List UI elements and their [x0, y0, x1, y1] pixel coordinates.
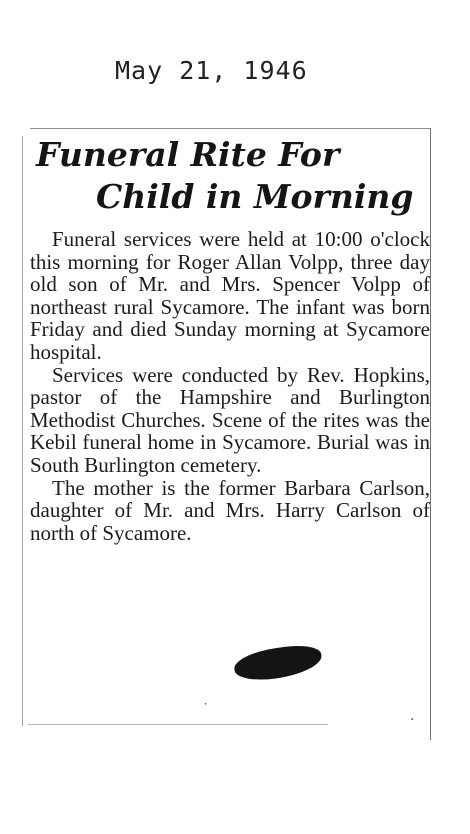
article-paragraph-1: Funeral services were held at 10:00 o'clock this morning for Roger Allan Volpp, three day old son of Mr. and Mrs. Spencer Volpp of northeast rural Sycamore. The infant was born Friday and died Sunday morning at Sycamore hospital.: [30, 227, 430, 364]
article-paragraph-2: Services were conducted by Rev. Hopkins, pastor of the Hampshire and Burlington Methodist Churches. Scene of the rites was the Kebil funeral home in Sycamore. Burial was in South Burlington cemetery.: [30, 362, 430, 477]
clipping-right-edge: [430, 128, 431, 740]
article-body: [30, 228, 430, 544]
headline-line-1: Funeral Rite For: [36, 135, 340, 174]
scan-speck: ·: [410, 712, 415, 728]
clipping-bottom-edge: [28, 724, 328, 725]
ink-smudge: [232, 642, 323, 684]
scan-speck: ˙: [202, 702, 209, 718]
article-headline: [36, 134, 436, 218]
clipping-top-edge: [30, 128, 430, 129]
clipping-left-edge: [22, 136, 23, 726]
newspaper-clipping: [22, 128, 440, 728]
headline-line-2: Child in Morning: [96, 177, 414, 216]
article-paragraph-3: The mother is the former Barbara Carlson, daughter of Mr. and Mrs. Harry Carlson of north of Sycamore.: [30, 475, 430, 545]
clipping-date: May 21, 1946: [115, 56, 308, 85]
